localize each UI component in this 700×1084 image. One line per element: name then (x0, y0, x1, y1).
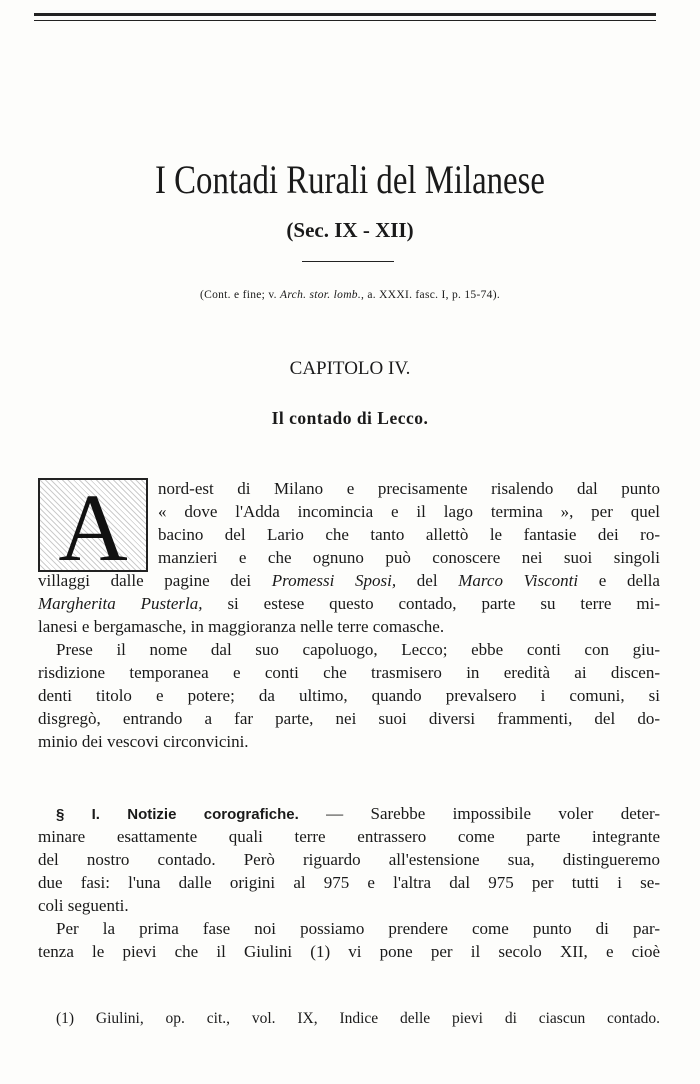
text-line: minio dei vescovi circonvicini. (38, 732, 249, 751)
t: si estese questo contado, parte su terre mi- (202, 594, 660, 613)
text-line (38, 593, 660, 615)
section-heading: § I. Notizie corografiche. (56, 806, 299, 823)
text-line: minare esattamente quali terre entrassero come parte integrante (38, 827, 660, 846)
continuation-note (0, 289, 700, 301)
t-italic: Margherita Pusterla, (38, 594, 203, 613)
t: — Sarebbe impossibile voler deter- (298, 804, 660, 823)
header-rule-thick (34, 13, 656, 16)
t-italic: Marco Visconti (458, 571, 579, 590)
text-line: risdizione temporanea e conti che trasmisero in eredità ai discen- (38, 663, 660, 682)
ornamental-drop-cap (38, 474, 148, 581)
text-line: manzieri e che ognuno può conoscere nei suoi singoli (158, 548, 660, 567)
t: e della (578, 571, 660, 590)
text-line: Per la prima fase noi possiamo prendere come punto di par- (56, 919, 660, 938)
text-line: lanesi e bergamasche, in maggioranza nelle terre comasche. (38, 617, 445, 636)
t-italic: Promessi Sposi, (271, 571, 397, 590)
text-line: bacino del Lario che tanto allettò le fantasie dei ro- (158, 525, 660, 544)
drop-cap-letter: A (58, 474, 128, 581)
chapter-heading: CAPITOLO IV. (289, 358, 411, 379)
text-line (56, 803, 660, 826)
text-line: tenza le pievi che il Giulini (1) vi pone per il secolo XII, e cioè (38, 942, 660, 961)
header-rule-thin (34, 20, 656, 21)
text-line: Prese il nome dal suo capoluogo, Lecco; ebbe conti con giu- (56, 640, 660, 659)
cont-journal: Arch. stor. lomb. (280, 289, 362, 301)
text-line: disgregò, entrando a far parte, nei suoi diversi frammenti, del do- (38, 709, 660, 728)
footnote: (1) Giulini, op. cit., vol. IX, Indice delle pievi di ciascun contado. (56, 1010, 660, 1027)
article-title: I Contadi Rurali del Milanese (155, 157, 545, 202)
t: del (396, 571, 459, 590)
text-line: coli seguenti. (38, 896, 129, 915)
cont-text-end: , a. XXXI. fasc. I, p. 15-74). (361, 289, 501, 301)
text-line: denti titolo e potere; da ultimo, quando prevalsero i comuni, si (38, 686, 660, 705)
text-line: due fasi: l'una dalle origini al 975 e l'altra dal 975 per tutti i se- (38, 873, 660, 892)
t: villaggi dalle pagine dei (38, 571, 272, 590)
title-rule (302, 261, 394, 262)
text-line: nord-est di Milano e precisamente risalendo dal punto (158, 479, 660, 498)
text-line: del nostro contado. Però riguardo all'estensione sua, distingueremo (38, 850, 660, 869)
article-subtitle: (Sec. IX - XII) (286, 218, 414, 242)
chapter-title: Il contado di Lecco. (271, 408, 429, 428)
text-line (38, 570, 660, 592)
cont-text: (Cont. e fine; v. (199, 289, 280, 301)
text-line: « dove l'Adda incomincia e il lago termina », per quel (158, 502, 660, 521)
